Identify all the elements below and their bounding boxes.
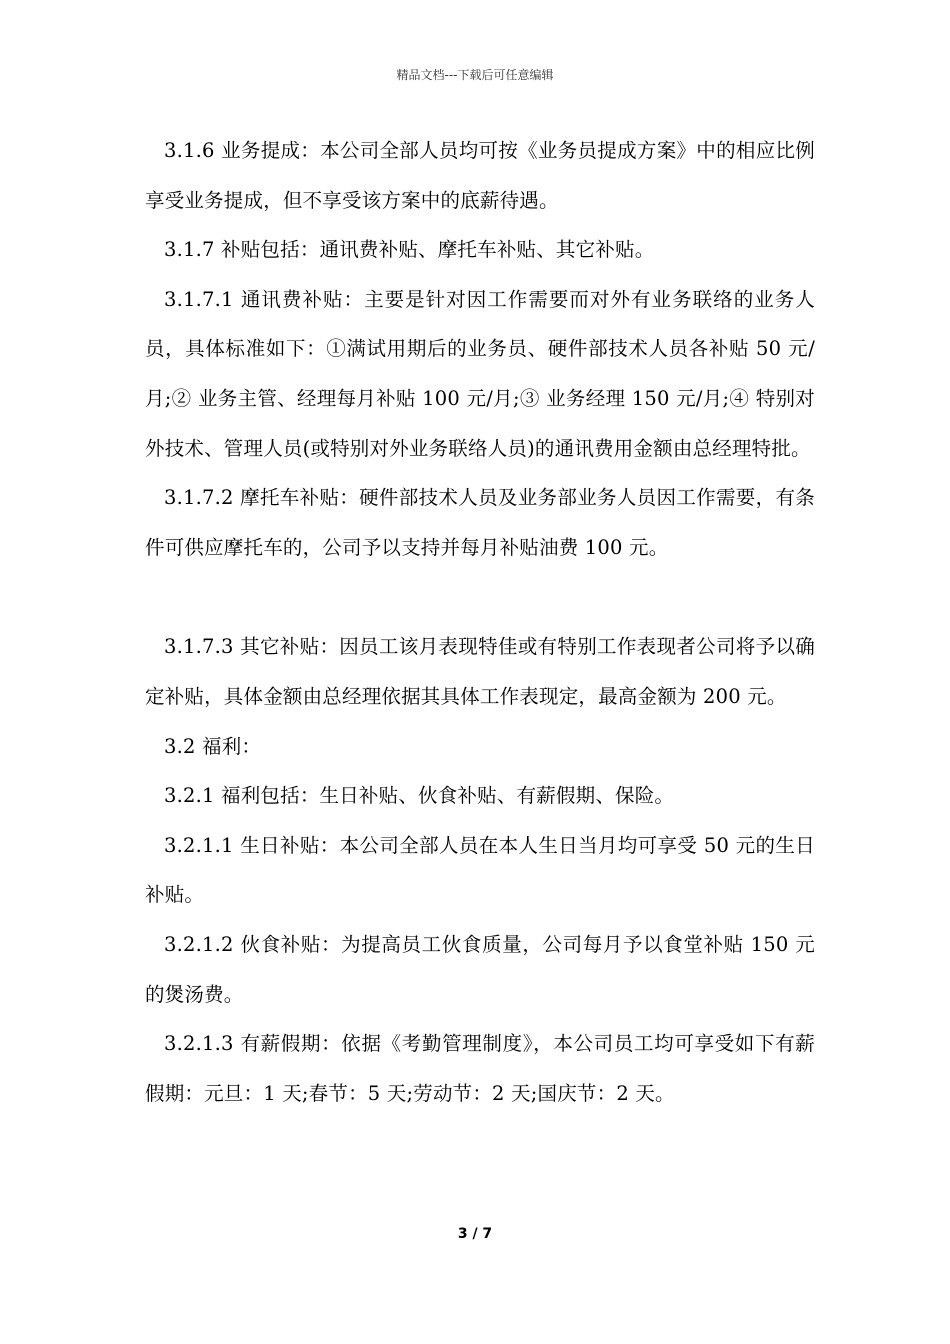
paragraph-spacer xyxy=(145,572,815,622)
paragraph-3-2: 3.2 福利： xyxy=(164,734,262,758)
paragraph-3-1-7-1: 3.1.7.1 通讯费补贴：主要是针对因工作需要而对外有业务联络的业务人员，具体标准如下：①满试用期后的业务员、硬件部技术人员各补贴 50 元/月;② 业务主管、经理每月补贴 100 元/月;③ 业务经理 150 元/月;④ 特别对外技术、管理人员(或特别对外业务联络人员)的通讯费用金额由总经理特批。 xyxy=(145,287,815,460)
paragraph-3-2-1-1: 3.2.1.1 生日补贴：本公司全部人员在本人生日当月均可享受 50 元的生日补贴。 xyxy=(145,833,815,907)
paragraph-3-2-1-3: 3.2.1.3 有薪假期：依据《考勤管理制度》，本公司员工均可享受如下有薪假期：元旦：1 天;春节：5 天;劳动节：2 天;国庆节：2 天。 xyxy=(145,1032,815,1105)
paragraph-3-2-1-2: 3.2.1.2 伙食补贴：为提高员工伙食质量，公司每月予以食堂补贴 150 元的煲汤费。 xyxy=(145,932,815,1006)
document-body xyxy=(145,126,815,1118)
paragraph-3-1-6: 3.1.6 业务提成：本公司全部人员均可按《业务员提成方案》中的相应比例享受业务提成，但不享受该方案中的底薪待遇。 xyxy=(145,139,815,212)
page-number: 3 / 7 xyxy=(457,1226,493,1242)
paragraph-3-1-7-2: 3.1.7.2 摩托车补贴：硬件部技术人员及业务部业务人员因工作需要，有条件可供应摩托车的，公司予以支持并每月补贴油费 100 元。 xyxy=(145,486,815,559)
paragraph-3-2-1: 3.2.1 福利包括：生日补贴、伙食补贴、有薪假期、保险。 xyxy=(164,784,675,808)
page-header: 精品文档---下载后可任意编辑 xyxy=(396,68,554,82)
paragraph-3-1-7-3: 3.1.7.3 其它补贴：因员工该月表现特佳或有特别工作表现者公司将予以确定补贴，具体金额由总经理依据其具体工作表现定，最高金额为 200 元。 xyxy=(145,635,815,708)
paragraph-3-1-7: 3.1.7 补贴包括：通讯费补贴、摩托车补贴、其它补贴。 xyxy=(164,238,655,262)
